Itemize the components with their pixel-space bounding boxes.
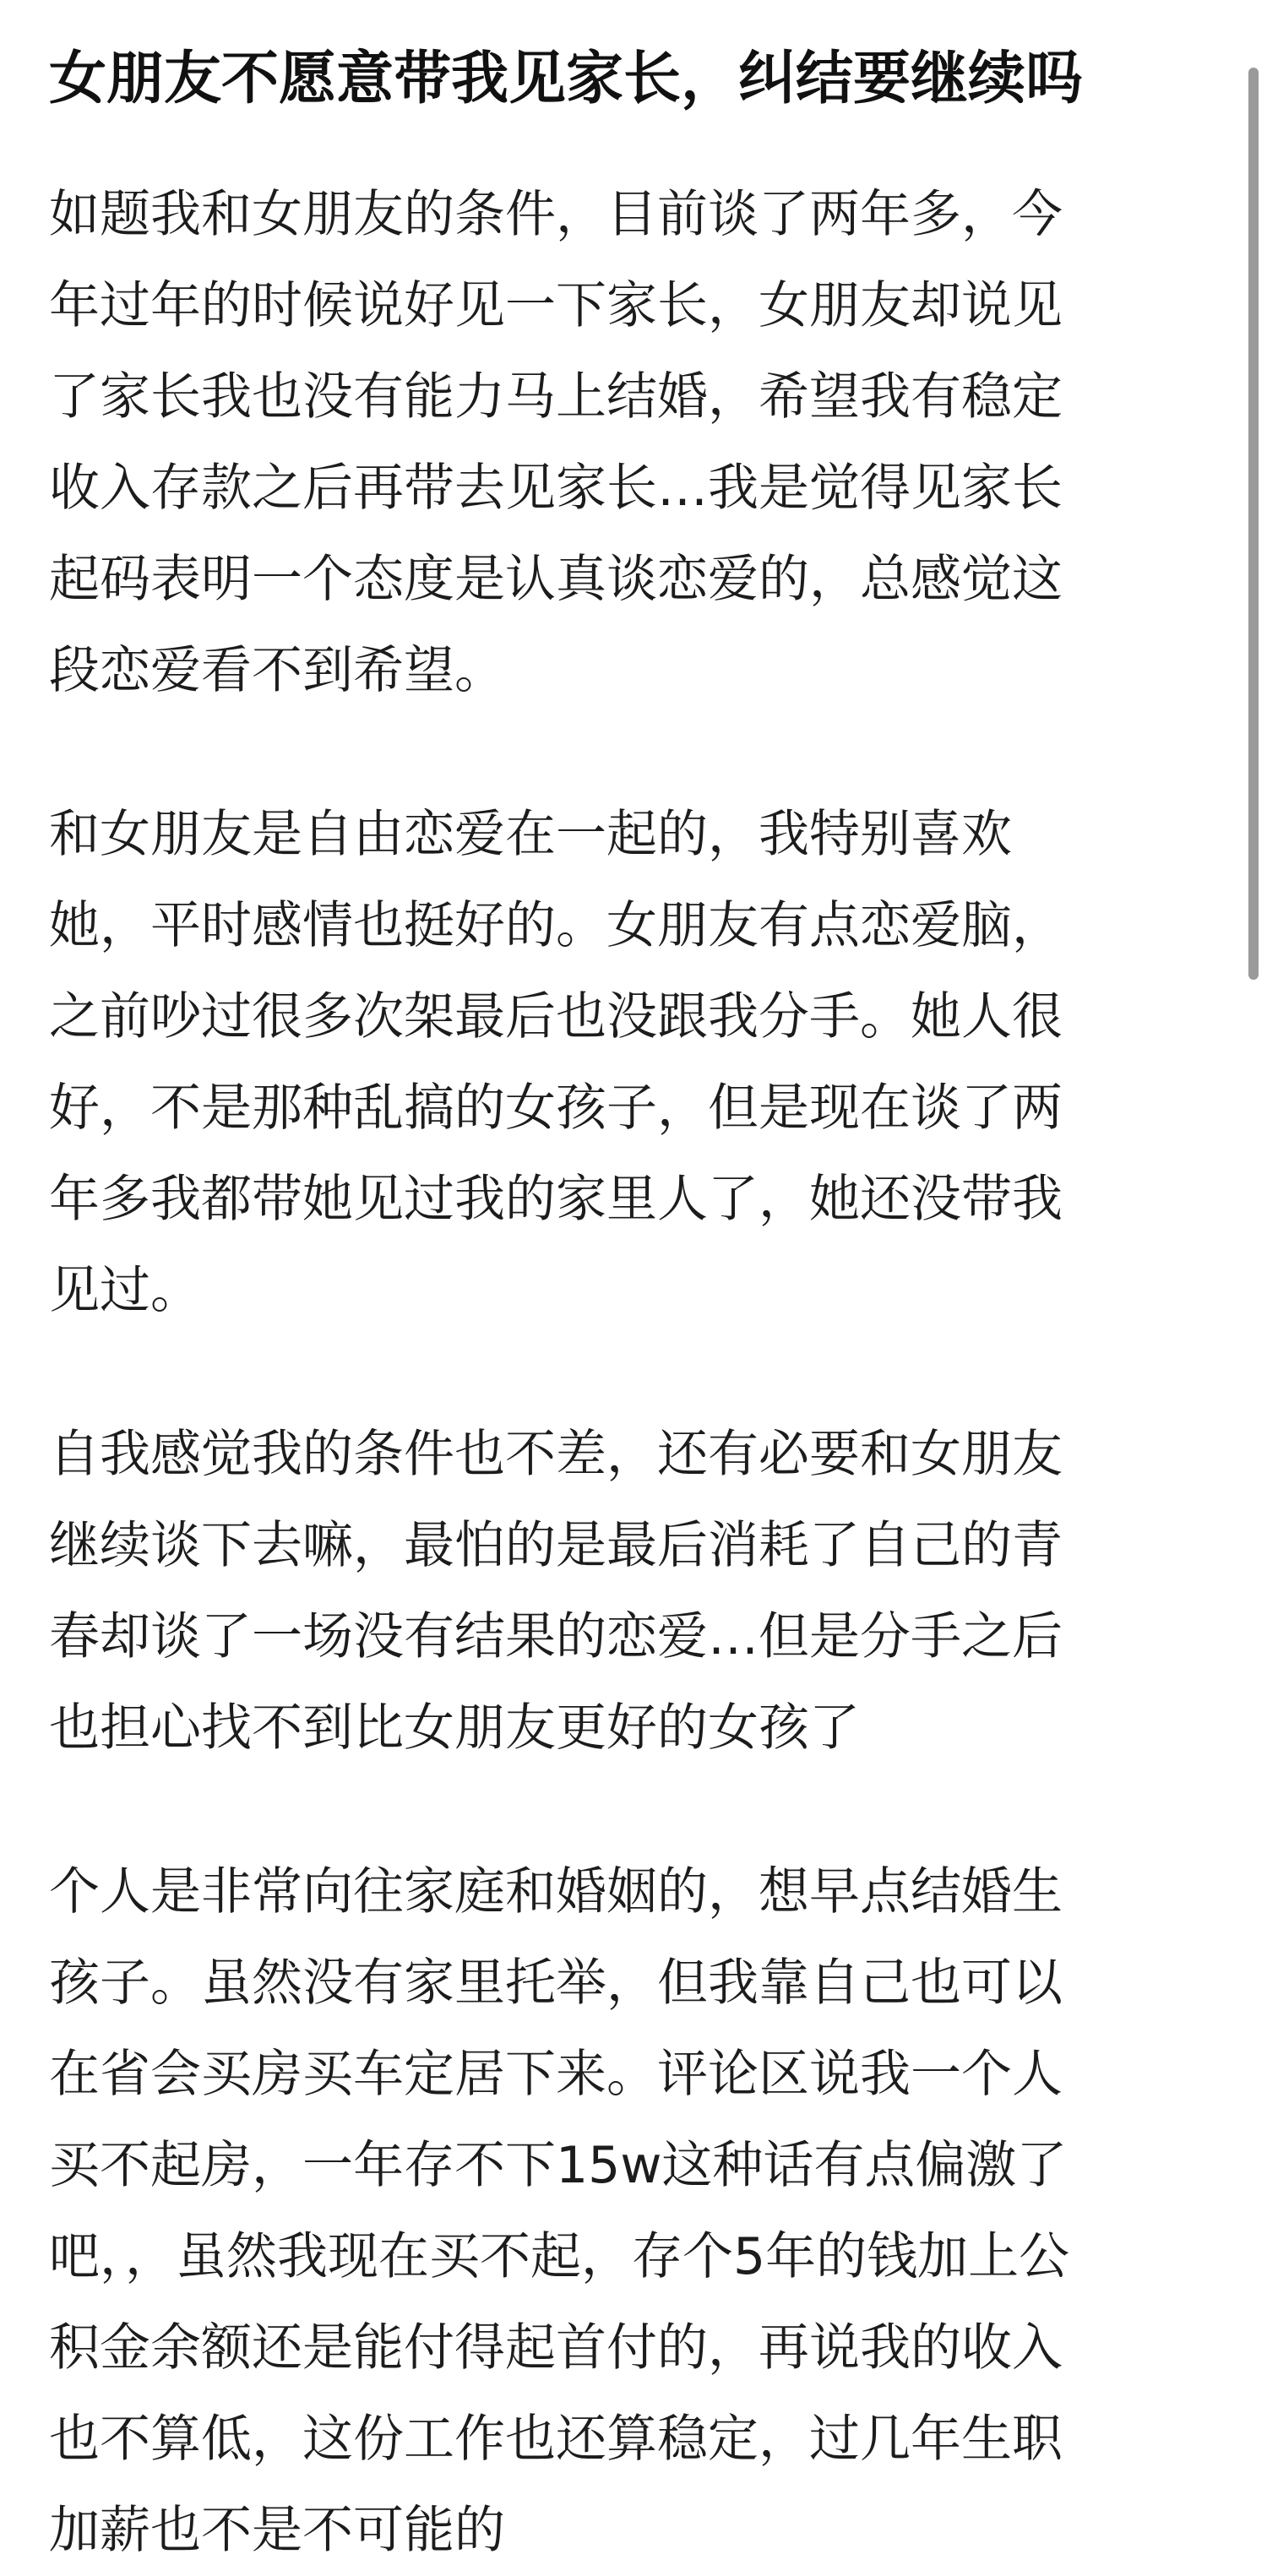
post-title: 女朋友不愿意带我见家长，纠结要继续吗	[49, 46, 1084, 112]
scrollbar-thumb[interactable]	[1248, 68, 1259, 980]
post-body	[49, 169, 1206, 2576]
post-paragraph: 和女朋友是自由恋爱在一起的，我特别喜欢 她，平时感情也挺好的。女朋友有点恋爱脑， 之前吵过很多次架最后也没跟我分手。她人很 好，不是那种乱搞的女孩子，但是现在谈了两 年多我都带她见过我的家里人了，她还没带我 见过。	[49, 805, 1063, 1320]
post-paragraph: 自我感觉我的条件也不差，还有必要和女朋友 继续谈下去嘛，最怕的是最后消耗了自己的青 春却谈了一场没有结果的恋爱…但是分手之后 也担心找不到比女朋友更好的女孩了	[49, 1425, 1063, 1758]
post-paragraph: 个人是非常向往家庭和婚姻的，想早点结婚生 孩子。虽然没有家里托举，但我靠自己也可以 在省会买房买车定居下来。评论区说我一个人 买不起房，一年存不下15w这种话有点偏激了 吧，，虽然我现在买不起，存个5年的钱加上公 积金余额还是能付得起首付的，再说我的收入 也不算低，这份工作也还算稳定，过几年生职 加薪也不是不可能的	[49, 1862, 1070, 2560]
post-content	[49, 39, 1206, 2576]
vertical-scrollbar[interactable]	[1247, 0, 1262, 2530]
post-paragraph: 如题我和女朋友的条件，目前谈了两年多，今 年过年的时候说好见一下家长，女朋友却说见 了家长我也没有能力马上结婚，希望我有稳定 收入存款之后再带去见家长…我是觉得见家长 起码表明一个态度是认真谈恋爱的，总感觉这 段恋爱看不到希望。	[49, 185, 1063, 700]
